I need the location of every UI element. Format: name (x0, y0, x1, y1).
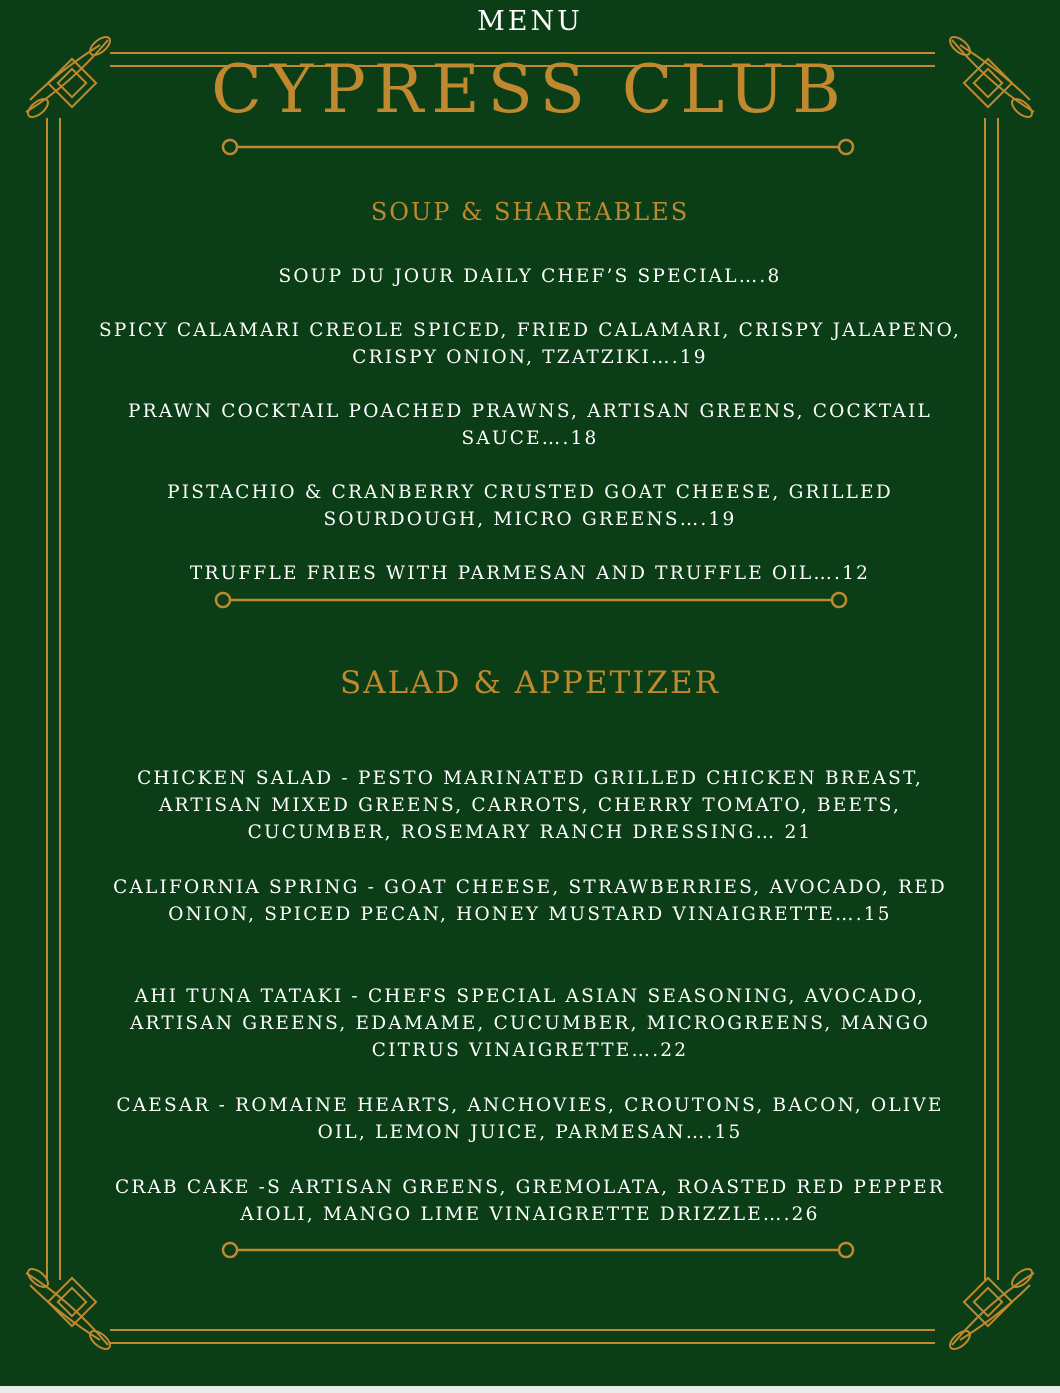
menu-item: PRAWN COCKTAIL POACHED PRAWNS, ARTISAN GREENS, COCKTAIL SAUCE….18 (128, 401, 932, 449)
menu-item: PISTACHIO & CRANBERRY CRUSTED GOAT CHEESE, GRILLED SOURDOUGH, MICRO GREENS….19 (167, 482, 893, 530)
divider-title (223, 140, 853, 154)
menu-item: CAESAR - ROMAINE HEARTS, ANCHOVIES, CROUTONS, BACON, OLIVE OIL, LEMON JUICE, PARMESAN….15 (116, 1095, 944, 1143)
section-title-soup-shareables: SOUP & SHAREABLES (370, 198, 690, 226)
divider-bottom (223, 1243, 853, 1257)
corner-ornament-bottom-left (25, 1266, 113, 1353)
menu-item: SOUP DU JOUR DAILY CHEF’S SPECIAL….8 (278, 266, 782, 287)
menu-item: AHI TUNA TATAKI - CHEFS SPECIAL ASIAN SEASONING, AVOCADO, ARTISAN GREENS, EDAMAME, CUCUMBER, MICROGREENS, MANGO CITRUS VINAIGRETTE….22 (129, 986, 931, 1061)
menu-label: MENU (477, 6, 583, 37)
menu-item: CHICKEN SALAD - PESTO MARINATED GRILLED CHICKEN BREAST, ARTISAN MIXED GREENS, CARROTS, CHERRY TOMATO, BEETS, CUCUMBER, ROSEMARY RANCH DRESSING… 21 (137, 768, 923, 843)
corner-ornament-bottom-right (947, 1266, 1035, 1353)
section-title-salad-appetizer: SALAD & APPETIZER (340, 665, 720, 701)
divider-section-1 (216, 593, 846, 607)
restaurant-name: CYPRESS CLUB (211, 51, 849, 128)
menu-item: CRAB CAKE -S ARTISAN GREENS, GREMOLATA, ROASTED RED PEPPER AIOLI, MANGO LIME VINAIGRETTE DRIZZLE….26 (115, 1177, 945, 1225)
menu-item: SPICY CALAMARI CREOLE SPICED, FRIED CALAMARI, CRISPY JALAPENO, CRISPY ONION, TZATZIKI….19 (99, 320, 961, 368)
menu-item: CALIFORNIA SPRING - GOAT CHEESE, STRAWBERRIES, AVOCADO, RED ONION, SPICED PECAN, HONEY MUSTARD VINAIGRETTE….15 (113, 877, 947, 925)
menu-item: TRUFFLE FRIES WITH PARMESAN AND TRUFFLE OIL….12 (189, 563, 871, 584)
